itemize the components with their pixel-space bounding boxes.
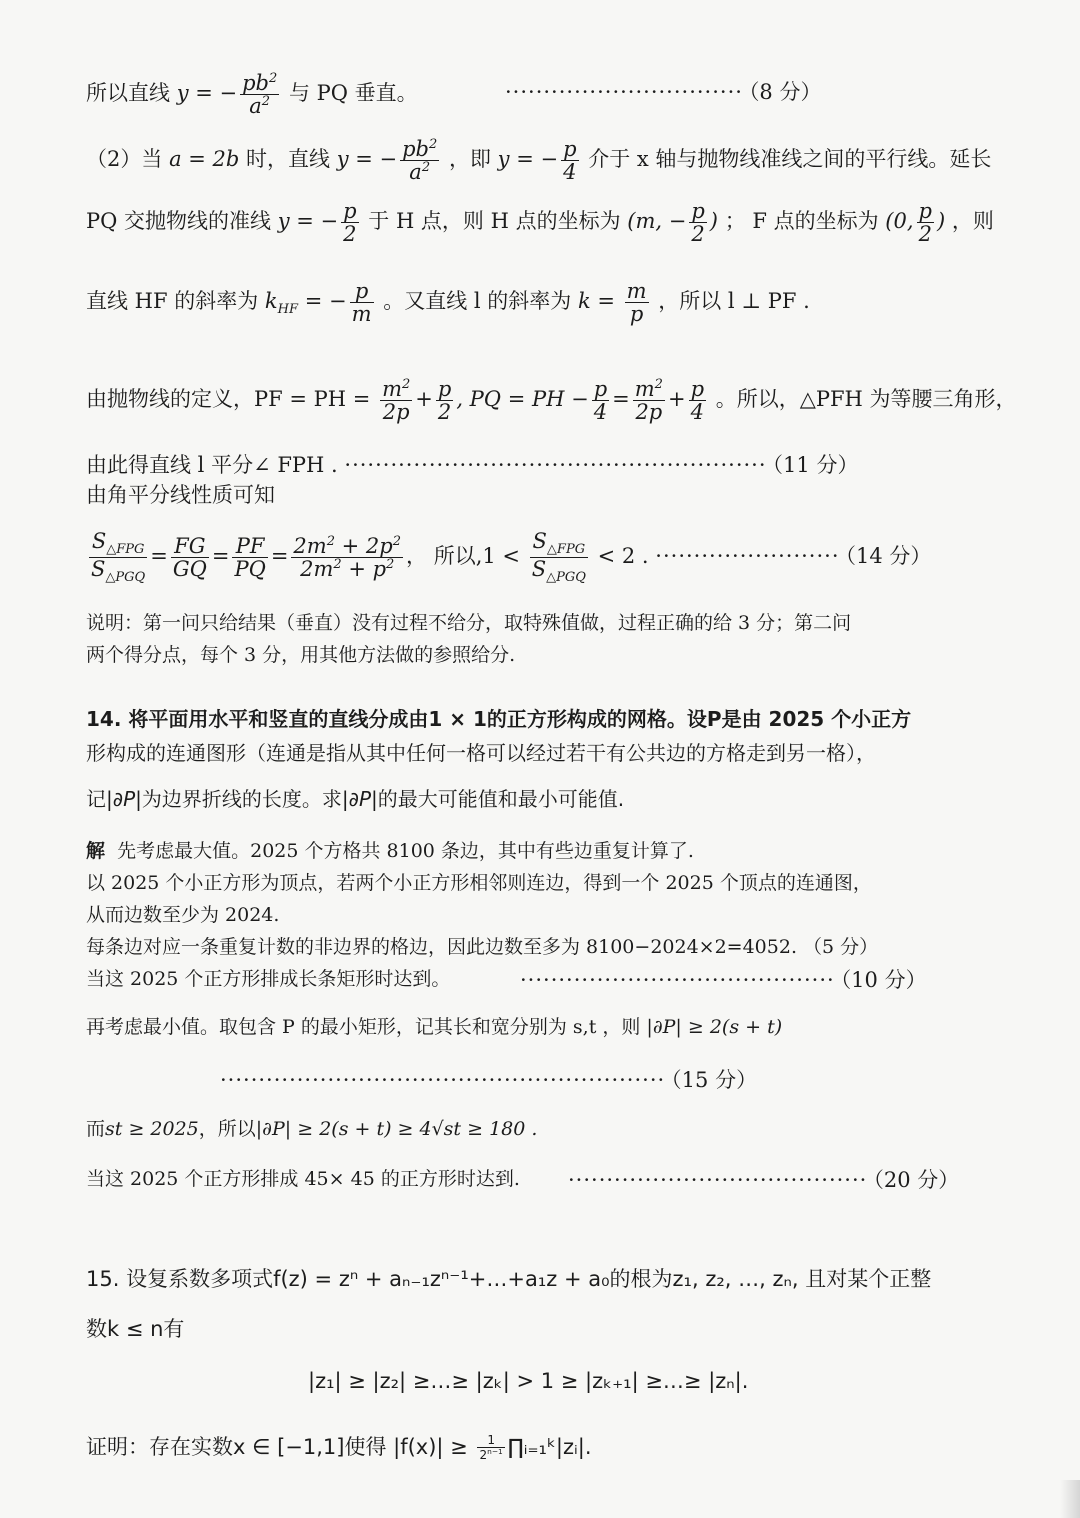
fraction-p-2-b: $\frac{p}{2}$ <box>691 199 705 247</box>
q15-inequality: |z₁| ≥ |z₂| ≥…≥ |zₖ| > 1 ≥ |zₖ₊₁| ≥…≥ |zₙ|. <box>308 1369 749 1393</box>
fraction-p-m: $\frac{p}{m}$ <box>351 279 372 327</box>
line-bisect: 由此得直线 l 平分∠ FPH . ······················································· （11 分） <box>86 453 859 477</box>
sol-line-5: 当这 2025 个正方形排成长条矩形时达到。 <box>86 968 451 990</box>
note-line-1: 说明：第一问只给结果（垂直）没有过程不给分，取特殊值做，过程正确的给 3 分；第二问 <box>86 612 852 634</box>
fraction-m2-2p: $\frac{m^2}{2p}$ <box>382 377 411 425</box>
sol-line-9: 当这 2025 个正方形排成 45× 45 的正方形时达到. <box>86 1168 520 1190</box>
fraction-pb2-a2-b: $\frac{pb^2}{a^2}$ <box>402 137 438 185</box>
score-10: ········································· （10 分） <box>520 968 927 992</box>
sol-line-2: 以 2025 个小正方形为顶点，若两个小正方形相邻则连边，得到一个 2025 个顶点的连通图， <box>86 872 872 894</box>
note-line-2: 两个得分点，每个 3 分，用其他方法做的参照给分. <box>86 644 516 666</box>
q15-line-4: 证明：存在实数x ∈ [−1,1]使得 |f(x)| ≥ $\frac{1}{2^{n-1}}$ ∏ᵢ₌₁ᵏ|zᵢ|. <box>86 1433 592 1462</box>
line-area-ratio: $\frac{S_{\triangle FPG}}{S_{\triangle PGQ}}$ = $\frac{FG}{GQ}$ = $\frac{PF}{PQ}$ = $\frac{2m^2 + 2p^2}{2m^2 + p^2}$ ， 所以,1 < $\frac{S_{\triangle FPG}}{S_{\triangle PGQ}}$ < 2 . ························ （14 分） <box>91 529 932 586</box>
fraction-p-2-d: $\frac{p}{2}$ <box>437 377 452 425</box>
q15-line-2: 数k ≤ n有 <box>86 1317 185 1341</box>
score-15: ·························································· （15 分） <box>220 1068 758 1092</box>
line-directrix: PQ 交抛物线的准线 y = − $\frac{p}{2}$ 于 H 点，则 H 点的坐标为 (m, − $\frac{p}{2}$ ) ； F 点的坐标为 (0, $\frac{p}{2}$ ) ，则 <box>86 199 994 247</box>
line-part2: （2）当 a = 2b 时，直线 y = − $\frac{pb^2}{a^2}$ ，即 y = − $\frac{p}{4}$ 介于 x 轴与抛物线准线之间的平行线。延长 <box>86 137 992 185</box>
fraction-fg-gq: $\frac{FG}{GQ}$ <box>172 533 207 581</box>
fraction-p-4: $\frac{p}{4}$ <box>563 137 577 185</box>
fraction-m-p: $\frac{m}{p}$ <box>626 279 647 327</box>
q15-line-1: 15. 设复系数多项式f(z) = zⁿ + aₙ₋₁zⁿ⁻¹+…+a₁z + a₀的根为z₁, z₂, …, zₙ, 且对某个正整 <box>86 1267 932 1291</box>
line-conclusion-perpendicular: 所以直线 y = − $\frac{pb^2}{a^2}$ 与 PQ 垂直。 <box>86 71 418 119</box>
fraction-m2-2p-b: $\frac{m^2}{2p}$ <box>634 377 663 425</box>
page-edge-shadow <box>1060 1480 1080 1518</box>
fraction-area: $\frac{S_{\triangle FPG}}{S_{\triangle PGQ}}$ <box>91 529 146 586</box>
line-definition: 由抛物线的定义，PF = PH = $\frac{m^2}{2p}$ + $\frac{p}{2}$ , PQ = PH − $\frac{p}{4}$ = $\frac{m^2}{2p}$ + $\frac{p}{4}$ 。所以，△PFH 为等腰三角形， <box>86 377 1017 425</box>
fraction-p-4-c: $\frac{p}{4}$ <box>690 377 705 425</box>
line-slope: 直线 HF 的斜率为 $k_{HF}$ = − $\frac{p}{m}$ 。又直线 l 的斜率为 k = $\frac{m}{p}$ ，所以 l ⊥ PF . <box>86 279 810 327</box>
score-8: ······························· （8 分） <box>505 80 822 104</box>
fraction-p-2-c: $\frac{p}{2}$ <box>918 199 932 247</box>
sol-line-8: 而st ≥ 2025，所以|∂P| ≥ 2(s + t) ≥ 4√st ≥ 180 . <box>86 1118 538 1140</box>
sol-line-1: 解 先考虑最大值。2025 个方格共 8100 条边，其中有些边重复计算了. <box>86 840 694 862</box>
sol-line-6: 再考虑最小值。取包含 P 的最小矩形，记其长和宽分别为 s,t ，则 |∂P| ≥ 2(s + t) <box>86 1016 783 1038</box>
fraction-1-2n1: $\frac{1}{2^{n-1}}$ <box>479 1433 503 1462</box>
fraction-p-4-b: $\frac{p}{4}$ <box>593 377 608 425</box>
fraction-area-b: $\frac{S_{\triangle FPG}}{S_{\triangle PGQ}}$ <box>531 529 586 586</box>
fraction-pf-pq: $\frac{PF}{PQ}$ <box>234 533 266 581</box>
q14-line-3: 记|∂P|为边界折线的长度。求|∂P|的最大可能值和最小可能值. <box>86 787 625 811</box>
fraction-ratio-expr: $\frac{2m^2 + 2p^2}{2m^2 + p^2}$ <box>293 533 402 581</box>
sol-line-3: 从而边数至少为 2024. <box>86 904 280 926</box>
q14-line-1: 14. 将平面用水平和竖直的直线分成由1 × 1的正方形构成的网格。设P是由 2025 个小正方 <box>86 707 912 731</box>
q14-line-2: 形构成的连通图形（连通是指从其中任何一格可以经过若干有公共边的方格走到另一格）， <box>86 741 876 765</box>
line-angle-bisector: 由角平分线性质可知 <box>86 483 275 507</box>
fraction-pb2-a2: $\frac{pb^2}{a^2}$ <box>242 71 278 119</box>
score-20: ······································· （20 分） <box>568 1168 960 1192</box>
sol-line-4: 每条边对应一条重复计数的非边界的格边，因此边数至多为 8100−2024×2=4052. （5 分） <box>86 936 879 958</box>
fraction-p-2: $\frac{p}{2}$ <box>343 199 357 247</box>
